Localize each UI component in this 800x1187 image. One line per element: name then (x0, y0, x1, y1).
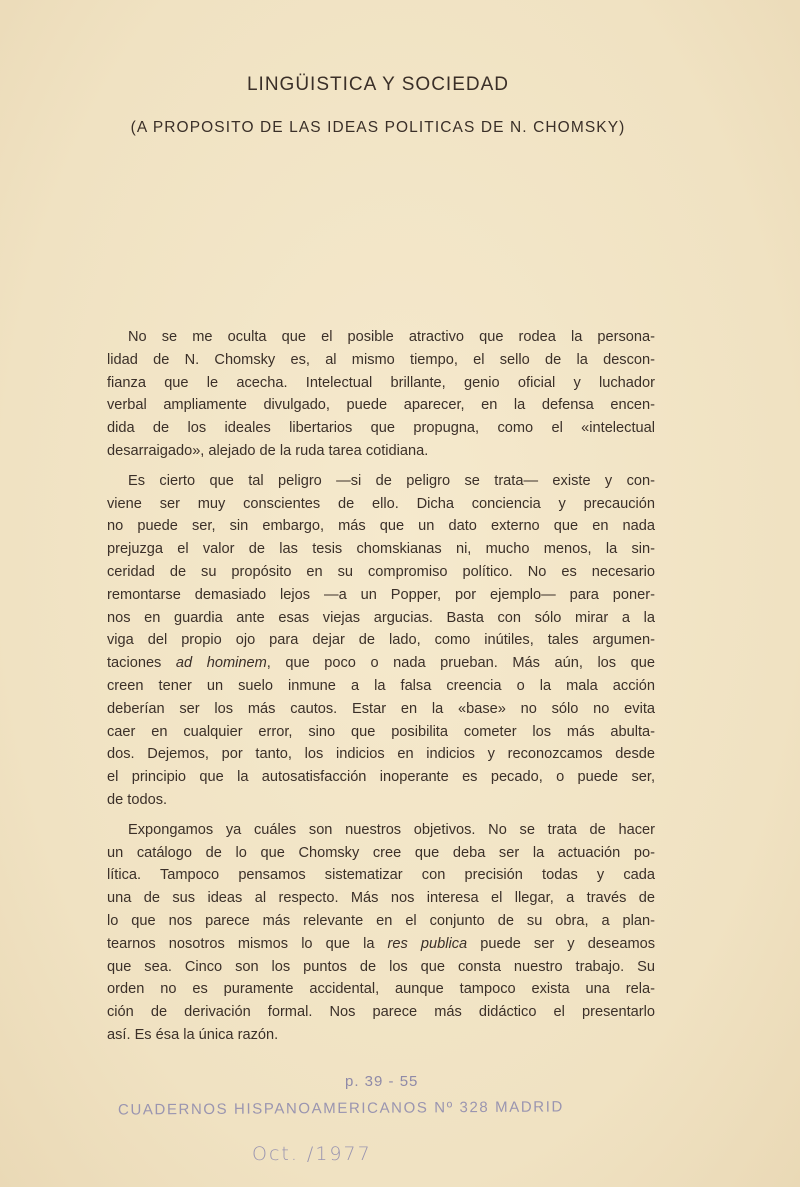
paragraph (107, 326, 655, 463)
text-line: dos. Dejemos, por tanto, los indicios en indicios y reconozcamos desde (107, 746, 655, 763)
text-line: Expongamos ya cuáles son nuestros objetivos. No se trata de hacer (128, 821, 655, 838)
text-line: No se me oculta que el posible atractivo que rodea la persona- (128, 329, 655, 345)
text-line: caer en cualquier error, sino que posibilita cometer los más abulta- (107, 723, 655, 740)
text-line: Es cierto que tal peligro —si de peligro se trata— existe y con- (128, 472, 655, 489)
text-line: ceridad de su propósito en su compromiso político. No es necesario (107, 563, 655, 580)
text-line: desarraigado», alejado de la ruda tarea cotidiana. (107, 442, 429, 459)
text-line: no puede ser, sin embargo, más que un dato externo que en nada (107, 518, 655, 535)
text-line: lo que nos parece más relevante en el conjunto de su obra, a plan- (107, 912, 655, 929)
text-line: de todos. (107, 791, 168, 808)
text-line: viene ser muy conscientes de ello. Dicha conciencia y precaución (107, 495, 655, 512)
text-line: orden no es puramente accidental, aunque tampoco exista una rela- (107, 981, 655, 998)
source-annotation: CUADERNOS HISPANOAMERICANOS Nº 328 MADRID (117, 1098, 564, 1119)
article-subtitle: (A PROPOSITO DE LAS IDEAS POLITICAS DE N. CHOMSKY) (130, 119, 626, 136)
italic-phrase: res publica (387, 935, 468, 952)
text-line: tearnos nosotros mismos lo que la res publica puede ser y deseamos (107, 935, 656, 952)
text-line: lidad de N. Chomsky es, al mismo tiempo, el sello de la descon- (107, 351, 655, 368)
text-line: dida de los ideales libertarios que propugna, como el «intelectual (107, 420, 655, 437)
text-line: el principio que la autosatisfacción inoperante es pecado, o puede ser, (107, 769, 655, 786)
text-line: fianza que le acecha. Intelectual brillante, genio oficial y luchador (107, 374, 655, 391)
text-line: taciones ad hominem, que poco o nada prueban. Más aún, los que (107, 655, 656, 672)
text-line: verbal ampliamente divulgado, puede aparecer, en la defensa encen- (107, 397, 655, 414)
text-line: una de sus ideas al respecto. Más nos interesa el llegar, a través de (107, 890, 655, 907)
text-line: prejuzga el valor de las tesis chomskianas ni, mucho menos, la sin- (107, 541, 655, 558)
text-line: creen tener un suelo inmune a la falsa creencia o la mala acción (107, 677, 655, 694)
date-annotation: Oct. /1977 (252, 1143, 372, 1165)
page-range-annotation: p. 39 - 55 (345, 1073, 419, 1090)
text-line: así. Es ésa la única razón. (107, 1026, 279, 1043)
article-title: LINGÜISTICA Y SOCIEDAD (246, 74, 510, 95)
text-line: viga del propio ojo para dejar de lado, como inútiles, tales argumen- (107, 632, 655, 649)
text-line: deberían ser los más cautos. Estar en la «base» no sólo no evita (107, 700, 655, 717)
text-line: remontarse demasiado lejos —a un Popper, por ejemplo— para poner- (107, 586, 655, 603)
paragraph (107, 470, 655, 812)
article-body (107, 326, 655, 1054)
text-line: un catálogo de lo que Chomsky cree que deba ser la actuación po- (107, 844, 655, 861)
text-line: lítica. Tampoco pensamos sistematizar con precisión todas y cada (107, 867, 655, 884)
text-line: ción de derivación formal. Nos parece más didáctico el presentarlo (107, 1004, 655, 1021)
paragraph (107, 819, 655, 1047)
italic-phrase: ad hominem (175, 655, 267, 672)
text-line: que sea. Cinco son los puntos de los que consta nuestro trabajo. Su (107, 958, 655, 975)
text-line: nos en guardia ante esas viejas argucias. Basta con sólo mirar a la (107, 609, 655, 626)
